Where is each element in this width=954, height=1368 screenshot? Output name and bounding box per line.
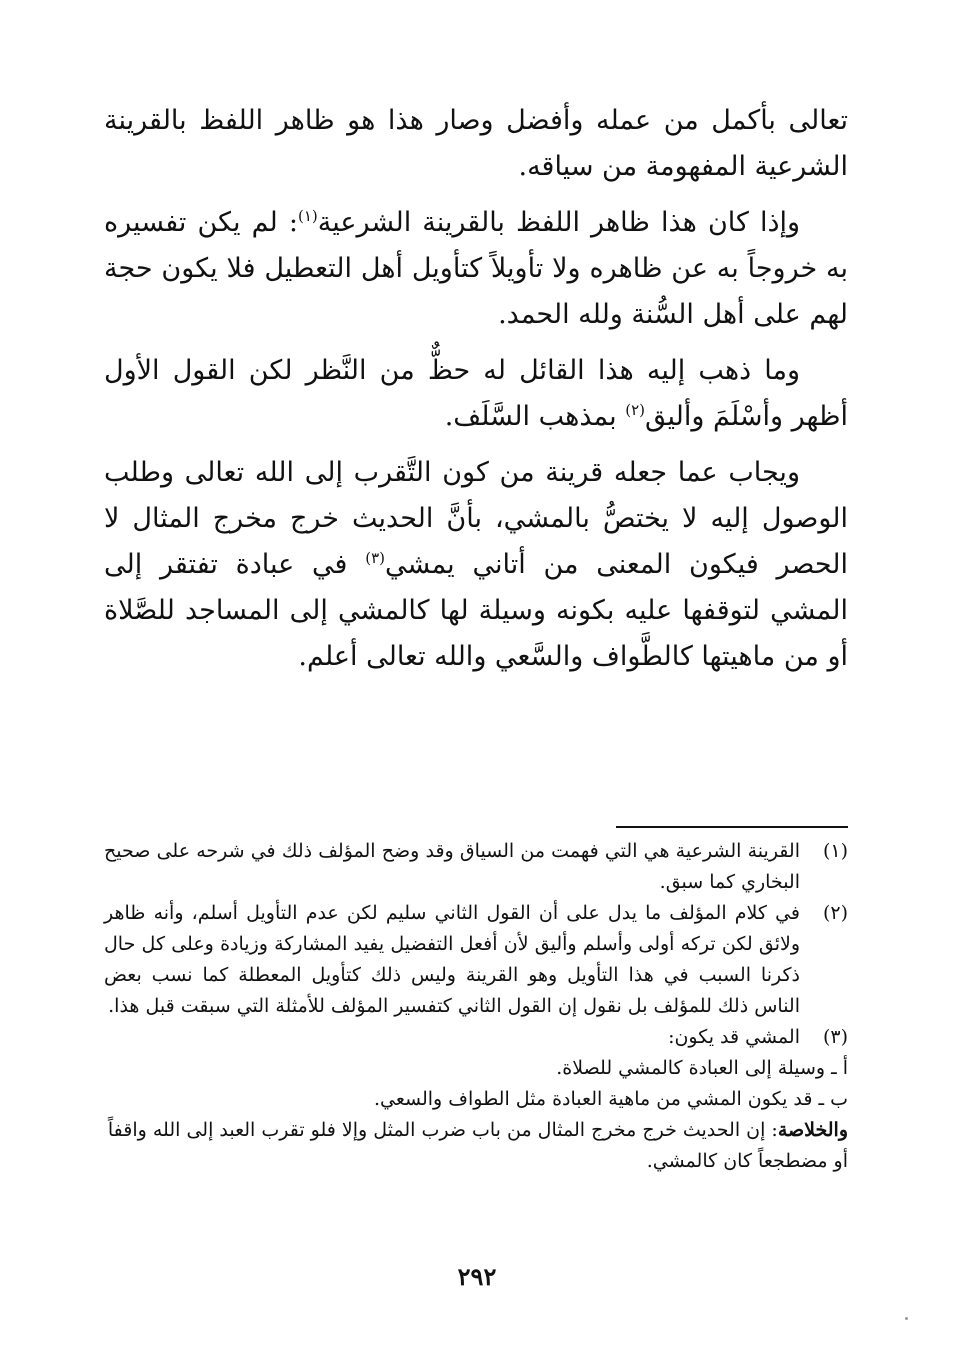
paragraph-4 — [104, 450, 848, 680]
paragraph-1 — [104, 98, 848, 190]
footnote-3 — [104, 1022, 848, 1053]
footnotes — [104, 836, 848, 1177]
footnote-body — [104, 1022, 800, 1053]
footnote-number: (٣) — [822, 1026, 848, 1048]
paragraph-4-text-before: ويجاب عما جعله قرينة من كون التَّقرب إلى الله تعالى وطلب الوصول إليه لا يختصُّ بالمشي، بأنَّ الحديث خرج مخرج المثال لا الحصر فيكون المعنى من أتاني يمشي — [104, 457, 848, 580]
footnote-body — [104, 836, 800, 898]
footnote-intro: المشي قد يكون: — [668, 1026, 800, 1048]
footnote-3-item-a: أ ـ وسيلة إلى العبادة كالمشي للصلاة. — [556, 1057, 848, 1079]
footnote-text: في كلام المؤلف ما يدل على أن القول الثاني سليم لكن عدم التأويل أسلم، وأنه ظاهر ولائق لكن تركه أولى وأسلم وأليق لأن أفعل التفضيل يفيد المشاركة وزيادة وعلى كل حال ذكرنا السبب في هذا التأويل وهو القرينة وليس ذلك كتأويل المعطلة كما نسب بعض الناس ذلك للمؤلف بل نقول إن القول الثاني كتفسير المؤلف للأمثلة التي سبقت قبل هذا. — [104, 902, 800, 1017]
footnote-ref-3[interactable]: (٣) — [365, 549, 385, 567]
paragraph-2 — [104, 200, 848, 338]
paragraph-2-text-after: : لم يكن تفسيره به خروجاً به عن ظاهره ولا تأويلاً كتأويل أهل التعطيل فلا يكون حجة لهم على أهل السُّنة ولله الحمد. — [104, 207, 848, 330]
footnote-ref-2[interactable]: (٢) — [625, 401, 645, 419]
conclusion-text: : إن الحديث خرج مخرج المثال من باب ضرب المثل وإلا فلو تقرب العبد إلى الله واقفاً أو مضطجعاً كان كالمشي. — [107, 1119, 848, 1172]
paragraph-2-text-before: وإذا كان هذا ظاهر اللفظ بالقرينة الشرعية — [317, 207, 801, 238]
paragraph-3-text-after: بمذهب السَّلَف. — [444, 401, 626, 432]
paragraph-3 — [104, 348, 848, 440]
paragraph-1-text: تعالى بأكمل من عمله وأفضل وصار هذا هو ظاهر اللفظ بالقرينة الشرعية المفهومة من سياقه. — [104, 105, 848, 182]
footnote-3-conclusion — [104, 1115, 848, 1177]
footnote-separator — [616, 826, 848, 828]
footnote-number: (١) — [822, 840, 848, 862]
conclusion-label: والخلاصة — [777, 1119, 848, 1141]
page-number: ٢٩٢ — [457, 1262, 497, 1291]
scan-speck — [905, 1317, 908, 1320]
paragraph-4-text-after: في عبادة تفتقر إلى المشي لتوقفها عليه بكونه وسيلة لها كالمشي إلى المساجد للصَّلاة أو من ماهيتها كالطَّواف والسَّعي والله تعالى أعلم. — [104, 549, 848, 672]
footnote-text: القرينة الشرعية هي التي فهمت من السياق وقد وضح المؤلف ذلك في شرحه على صحيح البخاري كما سبق. — [104, 840, 800, 893]
footnote-body — [104, 898, 800, 1022]
main-text — [104, 98, 848, 690]
footnote-ref-1[interactable]: (١) — [297, 207, 318, 225]
footnote-2 — [104, 898, 848, 1022]
footnote-3-item-b: ب ـ قد يكون المشي من ماهية العبادة مثل الطواف والسعي. — [374, 1088, 848, 1110]
footnote-number: (٢) — [822, 902, 848, 924]
footnote-1 — [104, 836, 848, 898]
paragraph-3-text-before: وما ذهب إليه هذا القائل له حظٌّ من النَّظر لكن القول الأول أظهر وأسْلَمَ وأليق — [104, 355, 848, 432]
